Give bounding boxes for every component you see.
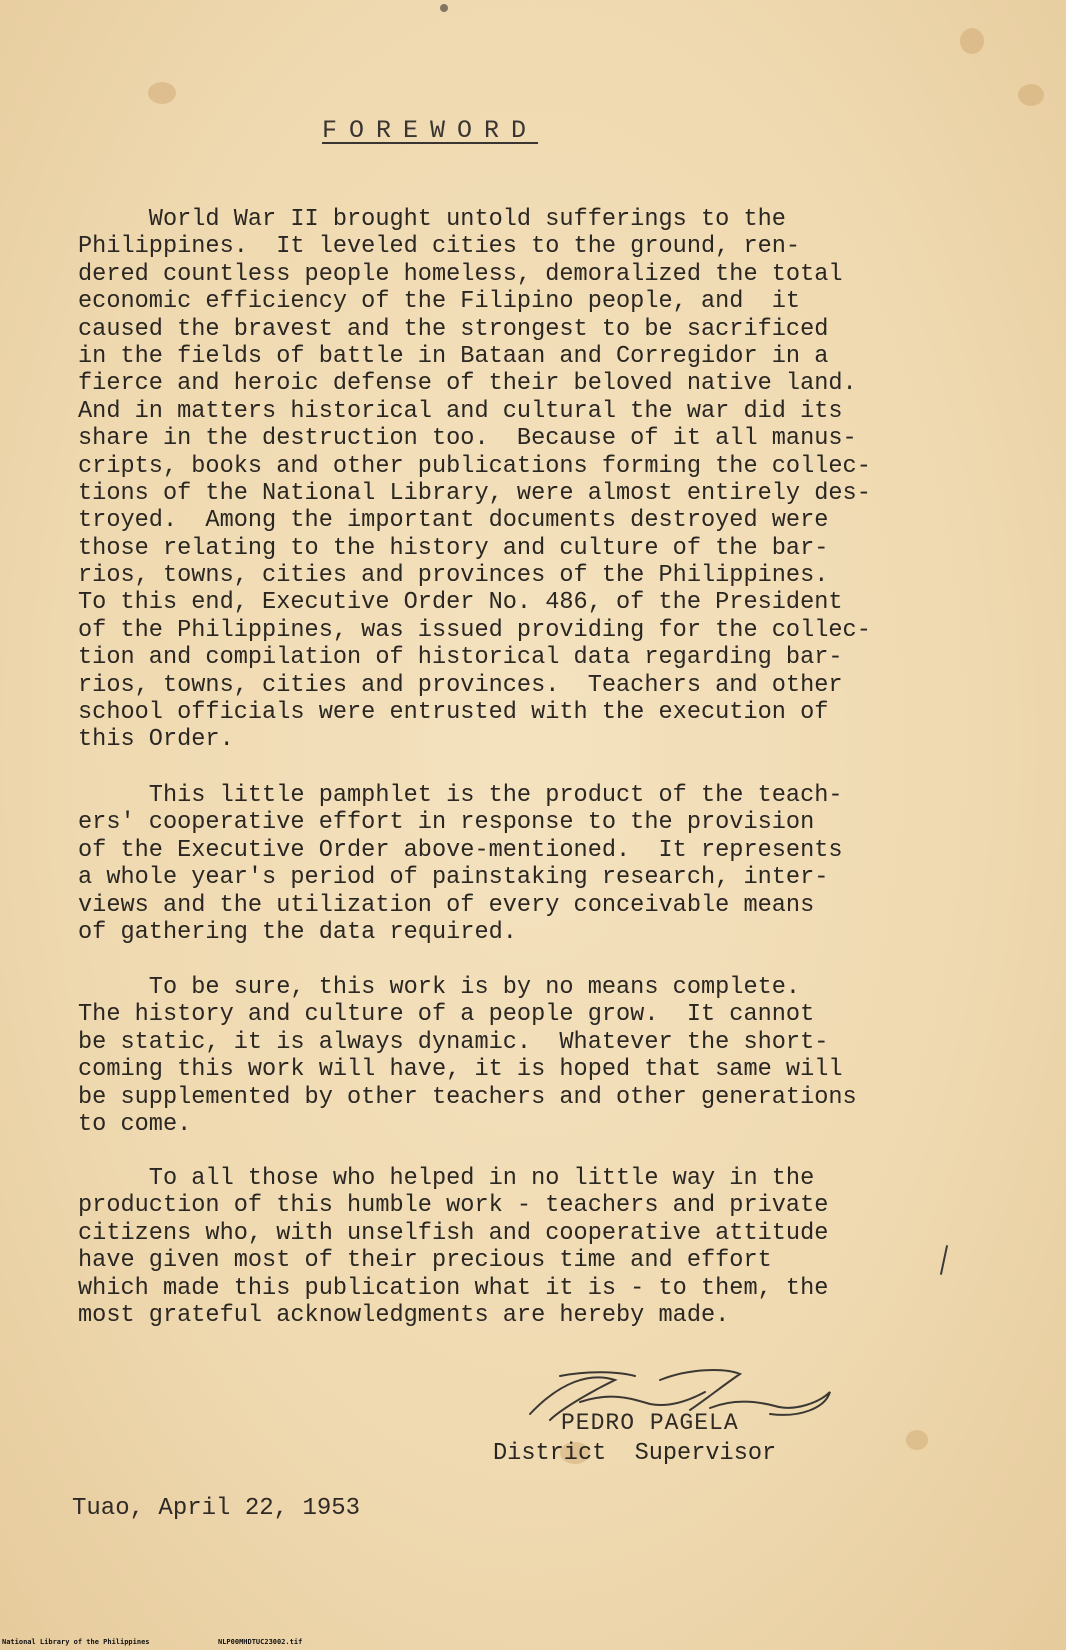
text-line: have given most of their precious time and effort	[78, 1247, 772, 1275]
text-line: Philippines. It leveled cities to the ground, ren-	[78, 233, 801, 261]
text-line: a whole year's period of painstaking research, inter-	[78, 864, 829, 892]
signatory-title: District Supervisor	[493, 1440, 777, 1467]
text-line: coming this work will have, it is hoped that same will	[78, 1056, 843, 1084]
text-line: tions of the National Library, were almost entirely des-	[78, 479, 871, 507]
footer-institution: National Library of the Philippines	[2, 1638, 150, 1646]
text-line: World War II brought untold sufferings to the	[78, 206, 786, 233]
place-and-date: Tuao, April 22, 1953	[72, 1495, 361, 1522]
paragraph-intro	[78, 206, 1008, 754]
text-line: economic efficiency of the Filipino people, and it	[78, 288, 801, 316]
paragraph-incomplete	[78, 974, 1008, 1138]
text-line: The history and culture of a people grow. It cannot	[78, 1001, 815, 1029]
text-line: be static, it is always dynamic. Whatever the short-	[78, 1028, 829, 1056]
paragraph-pamphlet	[78, 782, 1008, 946]
text-line: production of this humble work - teachers and private	[78, 1192, 829, 1220]
text-line: fierce and heroic defense of their beloved native land.	[78, 370, 857, 398]
paper-stain	[906, 1430, 928, 1450]
paper-stain	[960, 28, 984, 54]
text-line: school officials were entrusted with the execution of	[78, 699, 829, 727]
text-line: troyed. Among the important documents destroyed were	[78, 507, 829, 535]
text-line: To be sure, this work is by no means complete.	[78, 974, 801, 1001]
text-line: rios, towns, cities and provinces of the Philippines.	[78, 562, 829, 590]
text-line: in the fields of battle in Bataan and Corregidor in a	[78, 342, 829, 370]
text-line: tion and compilation of historical data regarding bar-	[78, 644, 843, 672]
text-line: cripts, books and other publications forming the collec-	[78, 452, 871, 480]
text-line: be supplemented by other teachers and other generations	[78, 1083, 857, 1111]
paper-stain	[148, 82, 176, 104]
text-line: This little pamphlet is the product of the teach-	[78, 782, 843, 809]
text-line: To this end, Executive Order No. 486, of the President	[78, 589, 843, 617]
page-title: FOREWORD	[322, 116, 539, 145]
text-line: of the Executive Order above-mentioned. It represents	[78, 836, 843, 864]
footer-file-id: NLP00MHDTUC23002.tif	[218, 1638, 303, 1646]
text-line: share in the destruction too. Because of it all manus-	[78, 425, 857, 453]
text-line: And in matters historical and cultural the war did its	[78, 397, 843, 425]
text-line: to come.	[78, 1110, 192, 1138]
paper-stain	[1018, 84, 1044, 106]
signatory-name: PEDRO PAGELA	[561, 1410, 739, 1436]
text-line: views and the utilization of every conceivable means	[78, 891, 815, 919]
text-line: most grateful acknowledgments are hereby made.	[78, 1301, 730, 1329]
text-line: those relating to the history and culture of the bar-	[78, 534, 829, 562]
paragraph-acknowledgments	[78, 1165, 1008, 1329]
text-line: To all those who helped in no little way in the	[78, 1165, 815, 1192]
text-line: caused the bravest and the strongest to be sacrificed	[78, 315, 829, 343]
text-line: of the Philippines, was issued providing for the collec-	[78, 616, 871, 644]
text-line: ers' cooperative effort in response to the provision	[78, 809, 815, 837]
text-line: of gathering the data required.	[78, 918, 517, 946]
text-line: which made this publication what it is - to them, the	[78, 1274, 829, 1302]
text-line: rios, towns, cities and provinces. Teachers and other	[78, 671, 843, 699]
text-line: dered countless people homeless, demoralized the total	[78, 260, 843, 288]
text-line: this Order.	[78, 726, 234, 754]
text-line: citizens who, with unselfish and cooperative attitude	[78, 1219, 829, 1247]
paper-stain	[440, 4, 448, 12]
